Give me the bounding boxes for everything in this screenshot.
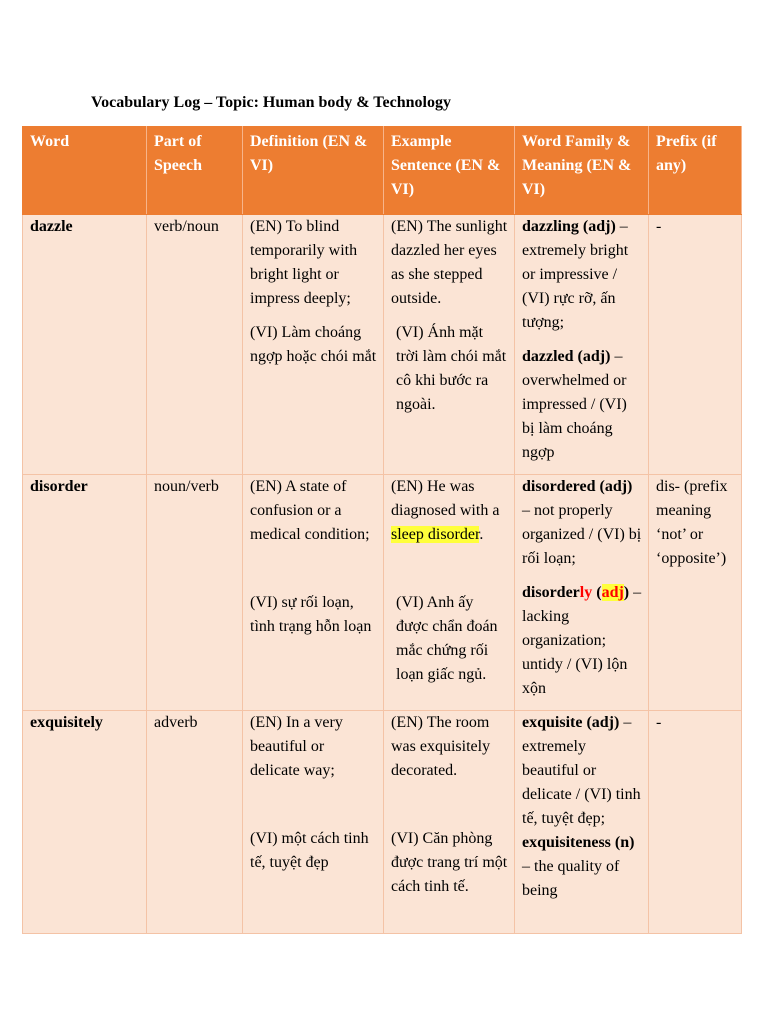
- family-term-pos: adj: [601, 584, 624, 601]
- example-en-text: (EN) He was diagnosed with a: [391, 478, 500, 519]
- family-entry: [522, 581, 642, 701]
- cell-word-family: [515, 475, 649, 711]
- family-term: exquisiteness (n): [522, 834, 635, 851]
- family-entry: [522, 831, 642, 903]
- example-vi: (VI) Căn phòng được trang trí một cách tinh tế.: [391, 830, 508, 895]
- header-word-family: Word Family & Meaning (EN & VI): [515, 127, 649, 215]
- family-meaning: – overwhelmed or impressed / (VI) bị làm choáng ngợp: [522, 348, 627, 461]
- cell-example: [384, 475, 515, 711]
- word-text: disorder: [30, 478, 88, 495]
- cell-word: [23, 215, 147, 475]
- cell-example: [384, 711, 515, 934]
- family-meaning: – the quality of being: [522, 858, 620, 899]
- table-row: [23, 711, 742, 934]
- family-entry: [522, 215, 642, 335]
- word-text: exquisitely: [30, 714, 103, 731]
- family-meaning: – lacking organization; untidy / (VI) lộn xộn: [522, 584, 642, 697]
- definition-vi: (VI) sự rối loạn, tình trạng hỗn loạn: [250, 594, 372, 635]
- family-term-suffix: ly: [579, 584, 593, 601]
- document-title: Vocabulary Log – Topic: Human body & Technology: [91, 94, 451, 111]
- cell-prefix: -: [649, 711, 742, 934]
- cell-part-of-speech: adverb: [147, 711, 243, 934]
- definition-en: (EN) In a very beautiful or delicate way;: [250, 714, 343, 779]
- example-en: (EN) The sunlight dazzled her eyes as she stepped outside.: [391, 218, 508, 307]
- cell-word-family: [515, 711, 649, 934]
- example-vi: (VI) Ánh mặt trời làm chói mắt cô khi bước ra ngoài.: [396, 324, 507, 413]
- header-word: Word: [23, 127, 147, 215]
- example-en: [391, 475, 508, 547]
- cell-prefix: dis- (prefix meaning ‘not’ or ‘opposite’): [649, 475, 742, 711]
- definition-vi: (VI) Làm choáng ngợp hoặc chói mắt: [250, 324, 377, 365]
- cell-definition: [243, 711, 384, 934]
- family-meaning: – not properly organized / (VI) bị rối loạn;: [522, 502, 642, 567]
- cell-definition: [243, 215, 384, 475]
- highlighted-phrase: sleep disorder: [391, 526, 480, 543]
- header-prefix: Prefix (if any): [649, 127, 742, 215]
- family-term: disordered (adj): [522, 478, 633, 495]
- header-part-of-speech: Part of Speech: [147, 127, 243, 215]
- word-text: dazzle: [30, 218, 73, 235]
- cell-word-family: [515, 215, 649, 475]
- header-example-sentence: Example Sentence (EN & VI): [384, 127, 515, 215]
- family-term-base: disorder: [522, 584, 580, 601]
- table-row: [23, 475, 742, 711]
- example-en-punct: .: [479, 526, 484, 543]
- cell-word: [23, 711, 147, 934]
- family-term-open: (: [592, 584, 602, 601]
- family-meaning: – extremely beautiful or delicate / (VI) tinh tế, tuyệt đẹp;: [522, 714, 641, 827]
- table-row: [23, 215, 742, 475]
- family-meaning: – extremely bright or impressive / (VI) rực rỡ, ấn tượng;: [522, 218, 629, 331]
- family-entry: [522, 475, 642, 571]
- definition-en: (EN) A state of confusion or a medical condition;: [250, 478, 370, 543]
- family-term: exquisite (adj): [522, 714, 620, 731]
- cell-part-of-speech: noun/verb: [147, 475, 243, 711]
- example-en: (EN) The room was exquisitely decorated.: [391, 714, 491, 779]
- cell-example: [384, 215, 515, 475]
- cell-part-of-speech: verb/noun: [147, 215, 243, 475]
- vocabulary-table: [22, 126, 742, 934]
- family-term: dazzling (adj): [522, 218, 616, 235]
- cell-definition: [243, 475, 384, 711]
- definition-en: (EN) To blind temporarily with bright light or impress deeply;: [250, 218, 358, 307]
- family-term-close: ): [623, 584, 630, 601]
- header-definition: Definition (EN & VI): [243, 127, 384, 215]
- table-header-row: [23, 127, 742, 215]
- family-entry: [522, 345, 642, 465]
- cell-prefix: -: [649, 215, 742, 475]
- family-entry: [522, 711, 642, 831]
- family-term: dazzled (adj): [522, 348, 611, 365]
- cell-word: [23, 475, 147, 711]
- definition-vi: (VI) một cách tinh tế, tuyệt đẹp: [250, 830, 369, 871]
- example-vi: (VI) Anh ấy được chẩn đoán mắc chứng rối loạn giấc ngủ.: [396, 594, 498, 683]
